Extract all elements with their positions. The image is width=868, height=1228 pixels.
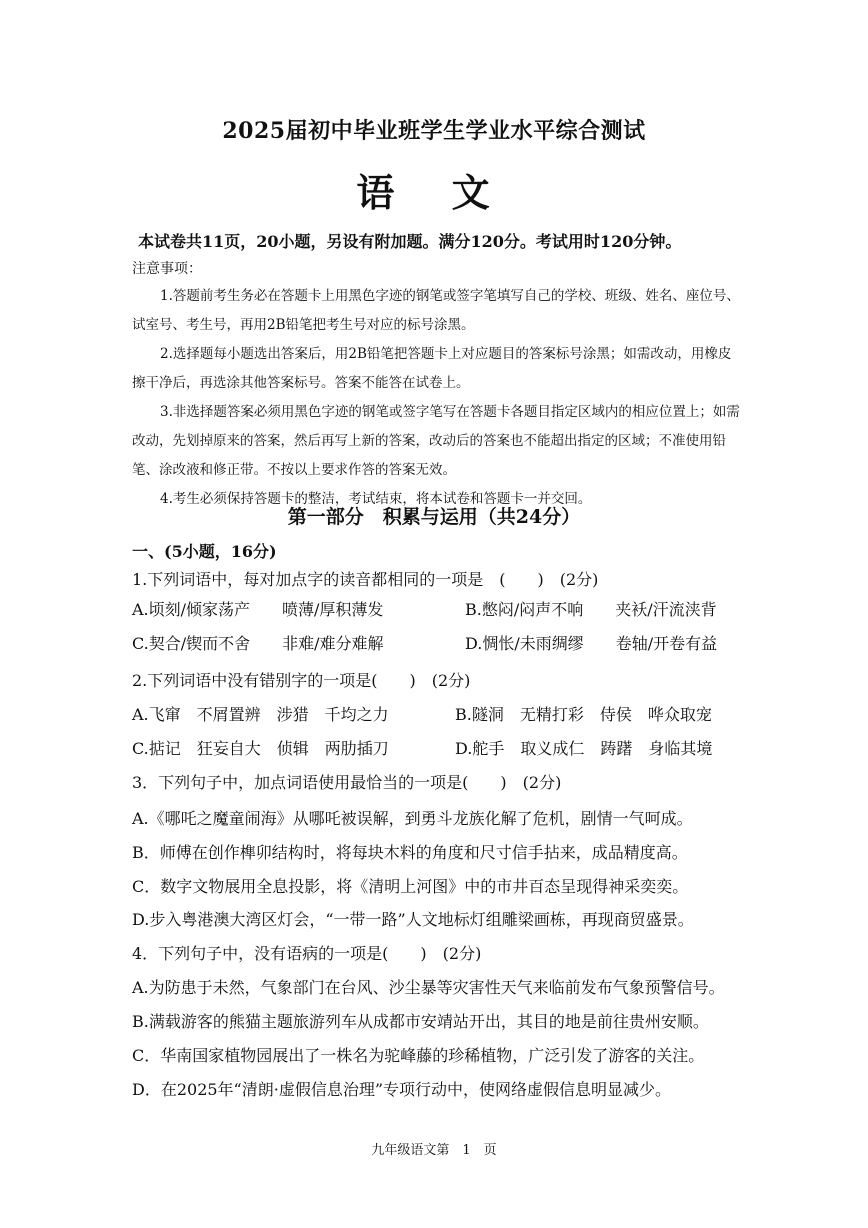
question-1-option-c: C.契合/锲而不舍 非难/难分难解 [132,634,384,653]
question-3-option-a: A.《哪吒之魔童闹海》从哪吒被误解，到勇斗龙族化解了危机，剧情一气呵成。 [132,809,693,828]
part-title: 第一部分 积累与运用（共24分） [287,506,581,528]
notice-item: 1.答题前考生务必在答题卡上用黑色字迹的钢笔或签字笔填写自己的学校、班级、姓名、座位号、试室号、考生号，再用2B铅笔把考生号对应的标号涂黑。 [132,288,740,333]
question-1-option-b: B.憋闷/闷声不响 夹袄/汗流浃背 [465,600,717,619]
subject-title: 语 文 [356,170,512,215]
question-2-stem: 2.下列词语中没有错别字的一项是( ) (2分) [132,671,471,690]
notice-list [132,282,740,514]
notice-item: 4.考生必须保持答题卡的整洁，考试结束，将本试卷和答题卡一并交回。 [160,491,592,507]
question-2-option-d: D.舵手 取义成仁 踌躇 身临其境 [455,739,713,758]
question-3-option-b: B．师傅在创作榫卯结构时，将每块木料的角度和尺寸信手拈来，成品精度高。 [132,843,688,862]
page-footer: 九年级语文第 1 页 [371,1143,497,1158]
question-2-option-a: A.飞窜 不屑置辨 涉猎 千均之力 [132,705,389,724]
question-1-option-d: D.惆怅/未雨绸缪 卷轴/开卷有益 [465,634,718,653]
exam-title: 2025届初中毕业班学生学业水平综合测试 [222,118,646,144]
question-4-option-a: A.为防患于未然，气象部门在台风、沙尘暴等灾害性天气来临前发布气象预警信号。 [132,978,725,997]
question-4-stem: 4．下列句子中，没有语病的一项是( ) (2分) [132,944,482,963]
notice-heading: 注意事项： [132,261,202,277]
question-3-stem: 3．下列句子中，加点词语使用最恰当的一项是( ) (2分) [132,773,562,792]
question-3-option-d: D.步入粤港澳大湾区灯会，“一带一路”人文地标灯组雕梁画栋，再现商贸盛景。 [132,910,694,929]
question-4-option-c: C．华南国家植物园展出了一株名为驼峰藤的珍稀植物，广泛引发了游客的关注。 [132,1046,705,1065]
question-4-option-d: D．在2025年“清朗·虚假信息治理”专项行动中，使网络虚假信息明显减少。 [132,1080,671,1099]
section-heading: 一、(5小题，16分) [132,542,277,561]
question-2-option-b: B.隧洞 无精打彩 侍侯 哗众取宠 [455,705,712,724]
notice-item: 2.选择题每小题选出答案后，用2B铅笔把答题卡上对应题目的答案标号涂黑；如需改动，用橡皮擦干净后，再选涂其他答案标号。答案不能答在试卷上。 [132,346,732,391]
exam-summary: 本试卷共11页，20小题，另设有附加题。满分120分。考试用时120分钟。 [138,232,682,251]
question-4-option-b: B.满载游客的熊猫主题旅游列车从成都市安靖站开出，其目的地是前往贵州安顺。 [132,1012,709,1031]
notice-item: 3.非选择题答案必须用黑色字迹的钢笔或签字笔写在答题卡各题目指定区域内的相应位置上；如需改动，先划掉原来的答案，然后再写上新的答案，改动后的答案也不能超出指定的区域；不准使用铅笔、涂改液和修正带。不按以上要求作答的答案无效。 [132,404,740,478]
question-2-option-c: C.掂记 狂妄自大 侦辑 两肋插刀 [132,739,389,758]
question-1-stem: 1.下列词语中，每对加点字的读音都相同的一项是 ( ) (2分) [132,570,599,589]
question-3-option-c: C．数字文物展用全息投影，将《清明上河图》中的市井百态呈现得神采奕奕。 [132,877,689,896]
question-1-option-a: A.顷刻/倾家荡产 喷薄/厚积薄发 [132,600,384,619]
